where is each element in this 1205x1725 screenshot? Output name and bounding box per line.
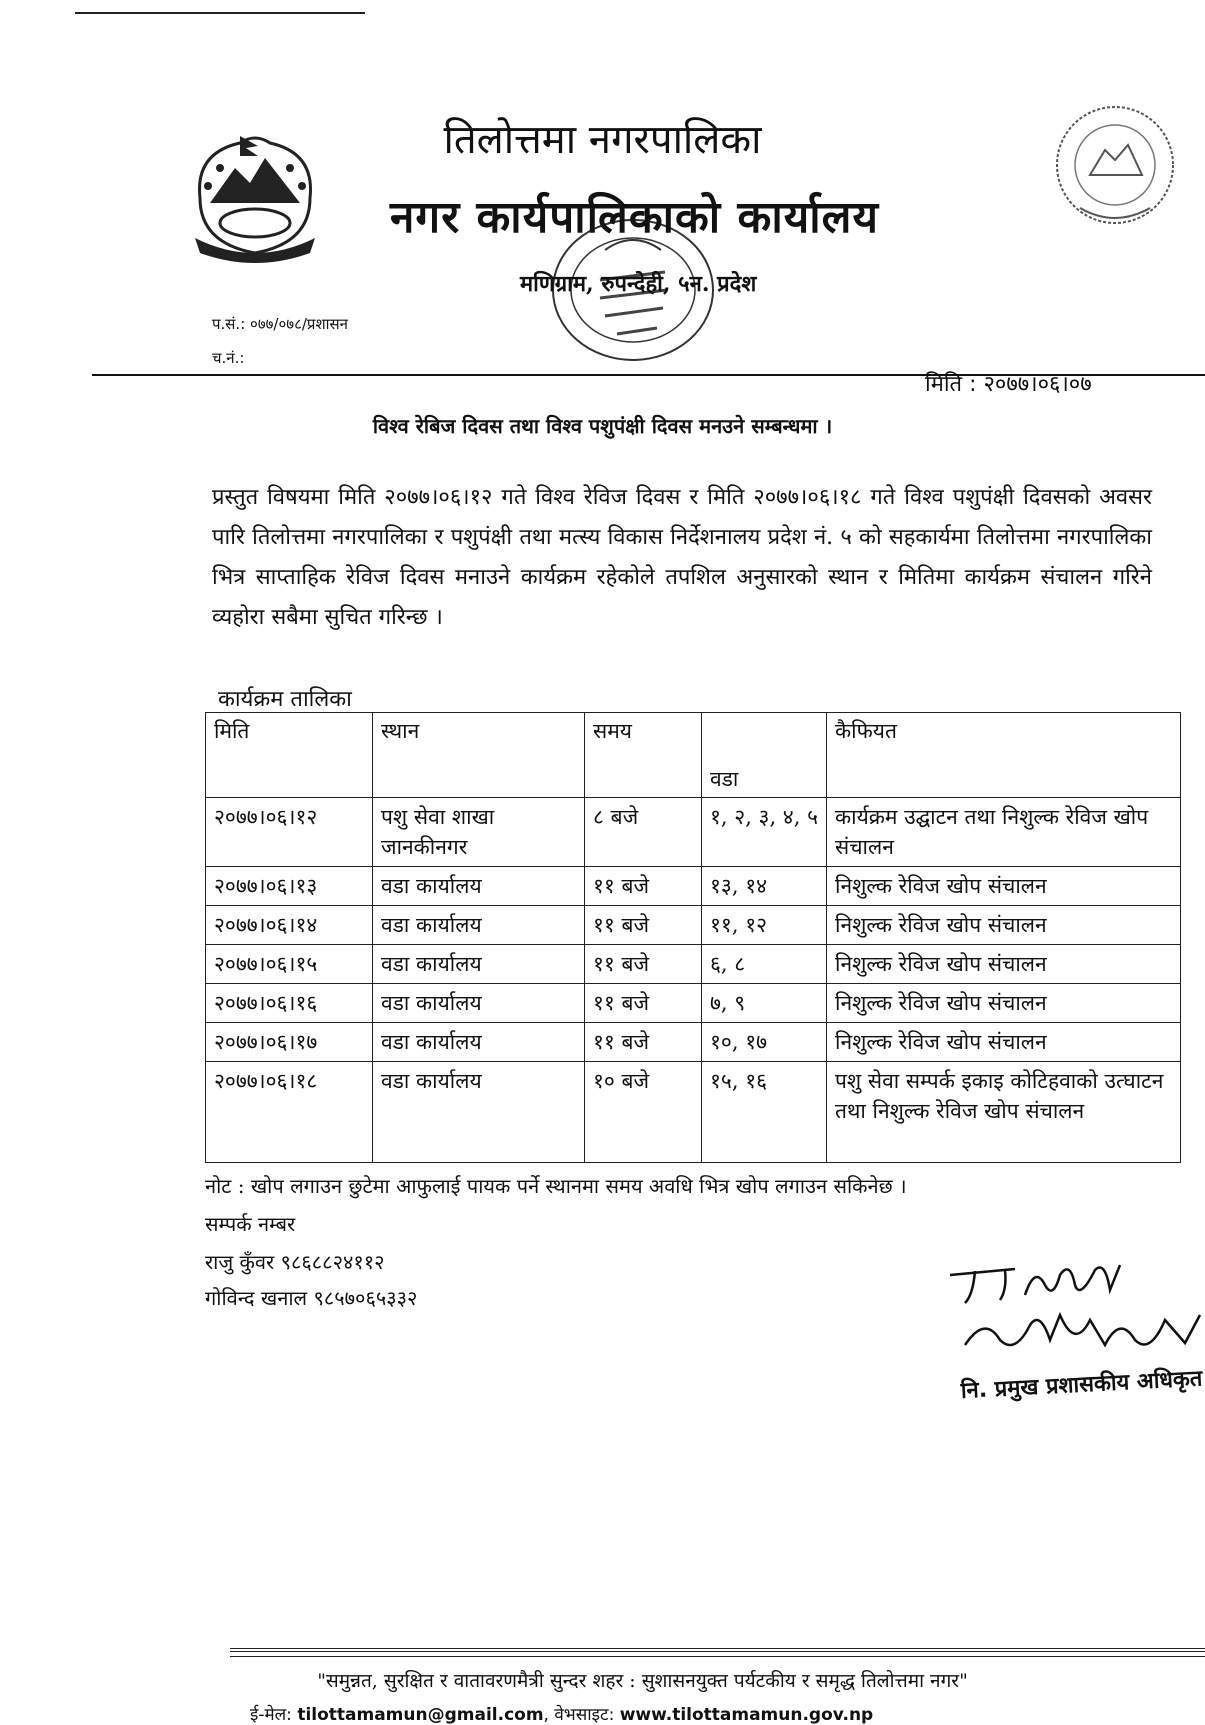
- cell-ward: ७, ९: [702, 984, 827, 1023]
- cell-time: ११ बजे: [585, 906, 702, 945]
- reference-number: प.सं.: ०७७/०७८/प्रशासन: [212, 315, 349, 333]
- cell-time: ११ बजे: [585, 1023, 702, 1062]
- cell-time: ११ बजे: [585, 945, 702, 984]
- header-ward: वडा: [702, 713, 827, 798]
- cell-location: वडा कार्यालय: [373, 1023, 585, 1062]
- cell-remarks: निशुल्क रेविज खोप संचालन: [827, 906, 1181, 945]
- letter-date: मिति : २०७७।०६।०७: [925, 372, 1092, 397]
- footer-rule: [230, 1648, 1205, 1652]
- table-row: [206, 945, 1181, 984]
- cell-ward: १३, १४: [702, 867, 827, 906]
- org-name: तिलोत्तमा नगरपालिका: [443, 117, 762, 163]
- cell-date: २०७७।०६।१६: [206, 984, 373, 1023]
- dispatch-number: च.नं.:: [212, 349, 245, 367]
- cell-ward: १५, १६: [702, 1062, 827, 1163]
- signature-icon: [945, 1255, 1205, 1355]
- cell-ward: १, २, ३, ४, ५: [702, 798, 827, 867]
- header-time: समय: [585, 713, 702, 798]
- footer-rule-thin: [230, 1656, 1205, 1657]
- table-caption: कार्यक्रम तालिका: [218, 687, 352, 712]
- cell-time: ११ बजे: [585, 867, 702, 906]
- footer-website-label: , वेभसाइट:: [543, 1705, 620, 1725]
- cell-time: ८ बजे: [585, 798, 702, 867]
- cell-location: वडा कार्यालय: [373, 1062, 585, 1163]
- cell-remarks: कार्यक्रम उद्घाटन तथा निशुल्क रेविज खोप संचालन: [827, 798, 1181, 867]
- footer-slogan: "समुन्नत, सुरक्षित र वातावरणमैत्री सुन्दर शहर : सुशासनयुक्त पर्यटकीय र समृद्ध तिलोत्तमा नगर": [317, 1670, 968, 1692]
- table-row: [206, 984, 1181, 1023]
- header-remarks: कैफियत: [827, 713, 1181, 798]
- cell-remarks: निशुल्क रेविज खोप संचालन: [827, 945, 1181, 984]
- table-row: [206, 1062, 1181, 1163]
- table-row: [206, 867, 1181, 906]
- header-location: स्थान: [373, 713, 585, 798]
- cell-date: २०७७।०६।१३: [206, 867, 373, 906]
- cell-ward: १०, १७: [702, 1023, 827, 1062]
- cell-location: पशु सेवा शाखा जानकीनगर: [373, 798, 585, 867]
- cell-ward: ६, ८: [702, 945, 827, 984]
- contact-heading: सम्पर्क नम्बर: [205, 1212, 296, 1236]
- cell-remarks: पशु सेवा सम्पर्क इकाइ कोटिहवाको उत्घाटन तथा निशुल्क रेविज खोप संचालन: [827, 1062, 1181, 1163]
- header-date: मिति: [206, 713, 373, 798]
- contact-person-1: राजु कुँवर ९८६८८२४११२: [205, 1250, 385, 1274]
- footer-website[interactable]: www.tilottamamun.gov.np: [619, 1705, 874, 1725]
- table-header-row: [206, 713, 1181, 798]
- cell-time: ११ बजे: [585, 984, 702, 1023]
- contact-person-2: गोविन्द खनाल ९८५७०६५३३२: [205, 1286, 418, 1310]
- note-text: नोट : खोप लगाउन छुटेमा आफुलाई पायक पर्ने स्थानमा समय अवधि भित्र खोप लगाउन सकिनेछ ।: [205, 1174, 907, 1198]
- footer-email[interactable]: tilottamamun@gmail.com: [297, 1705, 544, 1725]
- letter-body: प्रस्तुत विषयमा मिति २०७७।०६।१२ गते विश्व रेविज दिवस र मिति २०७७।०६।१८ गते विश्व पशुपंक्षी दिवसको अवसर पारि तिलोत्तमा नगरपालिका र पशुपंक्षी तथा मत्स्य विकास निर्देशनालय प्रदेश नं. ५ को सहकार्यमा तिलोत्तमा नगरपालिका भित्र साप्ताहिक रेविज दिवस मनाउने कार्यक्रम रहेकोले तपशिल अनुसारको स्थान र मितिमा कार्यक्रम संचालन गरिने व्यहोरा सबैमा सुचित गरिन्छ ।: [212, 485, 1152, 630]
- cell-remarks: निशुल्क रेविज खोप संचालन: [827, 1023, 1181, 1062]
- footer-email-label: ई-मेल:: [250, 1705, 298, 1725]
- table-row: [206, 1023, 1181, 1062]
- top-rule: [75, 12, 365, 14]
- cell-date: २०७७।०६।१४: [206, 906, 373, 945]
- cell-location: वडा कार्यालय: [373, 906, 585, 945]
- schedule-table: [205, 712, 1181, 1163]
- cell-location: वडा कार्यालय: [373, 984, 585, 1023]
- cell-remarks: निशुल्क रेविज खोप संचालन: [827, 984, 1181, 1023]
- footer-contact-line: [250, 1702, 873, 1725]
- cell-remarks: निशुल्क रेविज खोप संचालन: [827, 867, 1181, 906]
- cell-ward: ११, १२: [702, 906, 827, 945]
- office-address: मणिग्राम, रुपन्देही, ५न. प्रदेश: [520, 271, 757, 297]
- signatory-title: नि. प्रमुख प्रशासकीय अधिकृत: [960, 1366, 1203, 1404]
- cell-location: वडा कार्यालय: [373, 945, 585, 984]
- cell-date: २०७७।०६।१८: [206, 1062, 373, 1163]
- cell-date: २०७७।०६।१७: [206, 1023, 373, 1062]
- cell-date: २०७७।०६।१५: [206, 945, 373, 984]
- table-row: [206, 798, 1181, 867]
- cell-location: वडा कार्यालय: [373, 867, 585, 906]
- table-row: [206, 906, 1181, 945]
- cell-time: १० बजे: [585, 1062, 702, 1163]
- cell-date: २०७७।०६।१२: [206, 798, 373, 867]
- letter-subject: विश्व रेबिज दिवस तथा विश्व पशुपंक्षी दिवस मनउने सम्बन्धमा ।: [372, 414, 833, 438]
- office-name: नगर कार्यपालिकाको कार्यालय: [390, 192, 879, 243]
